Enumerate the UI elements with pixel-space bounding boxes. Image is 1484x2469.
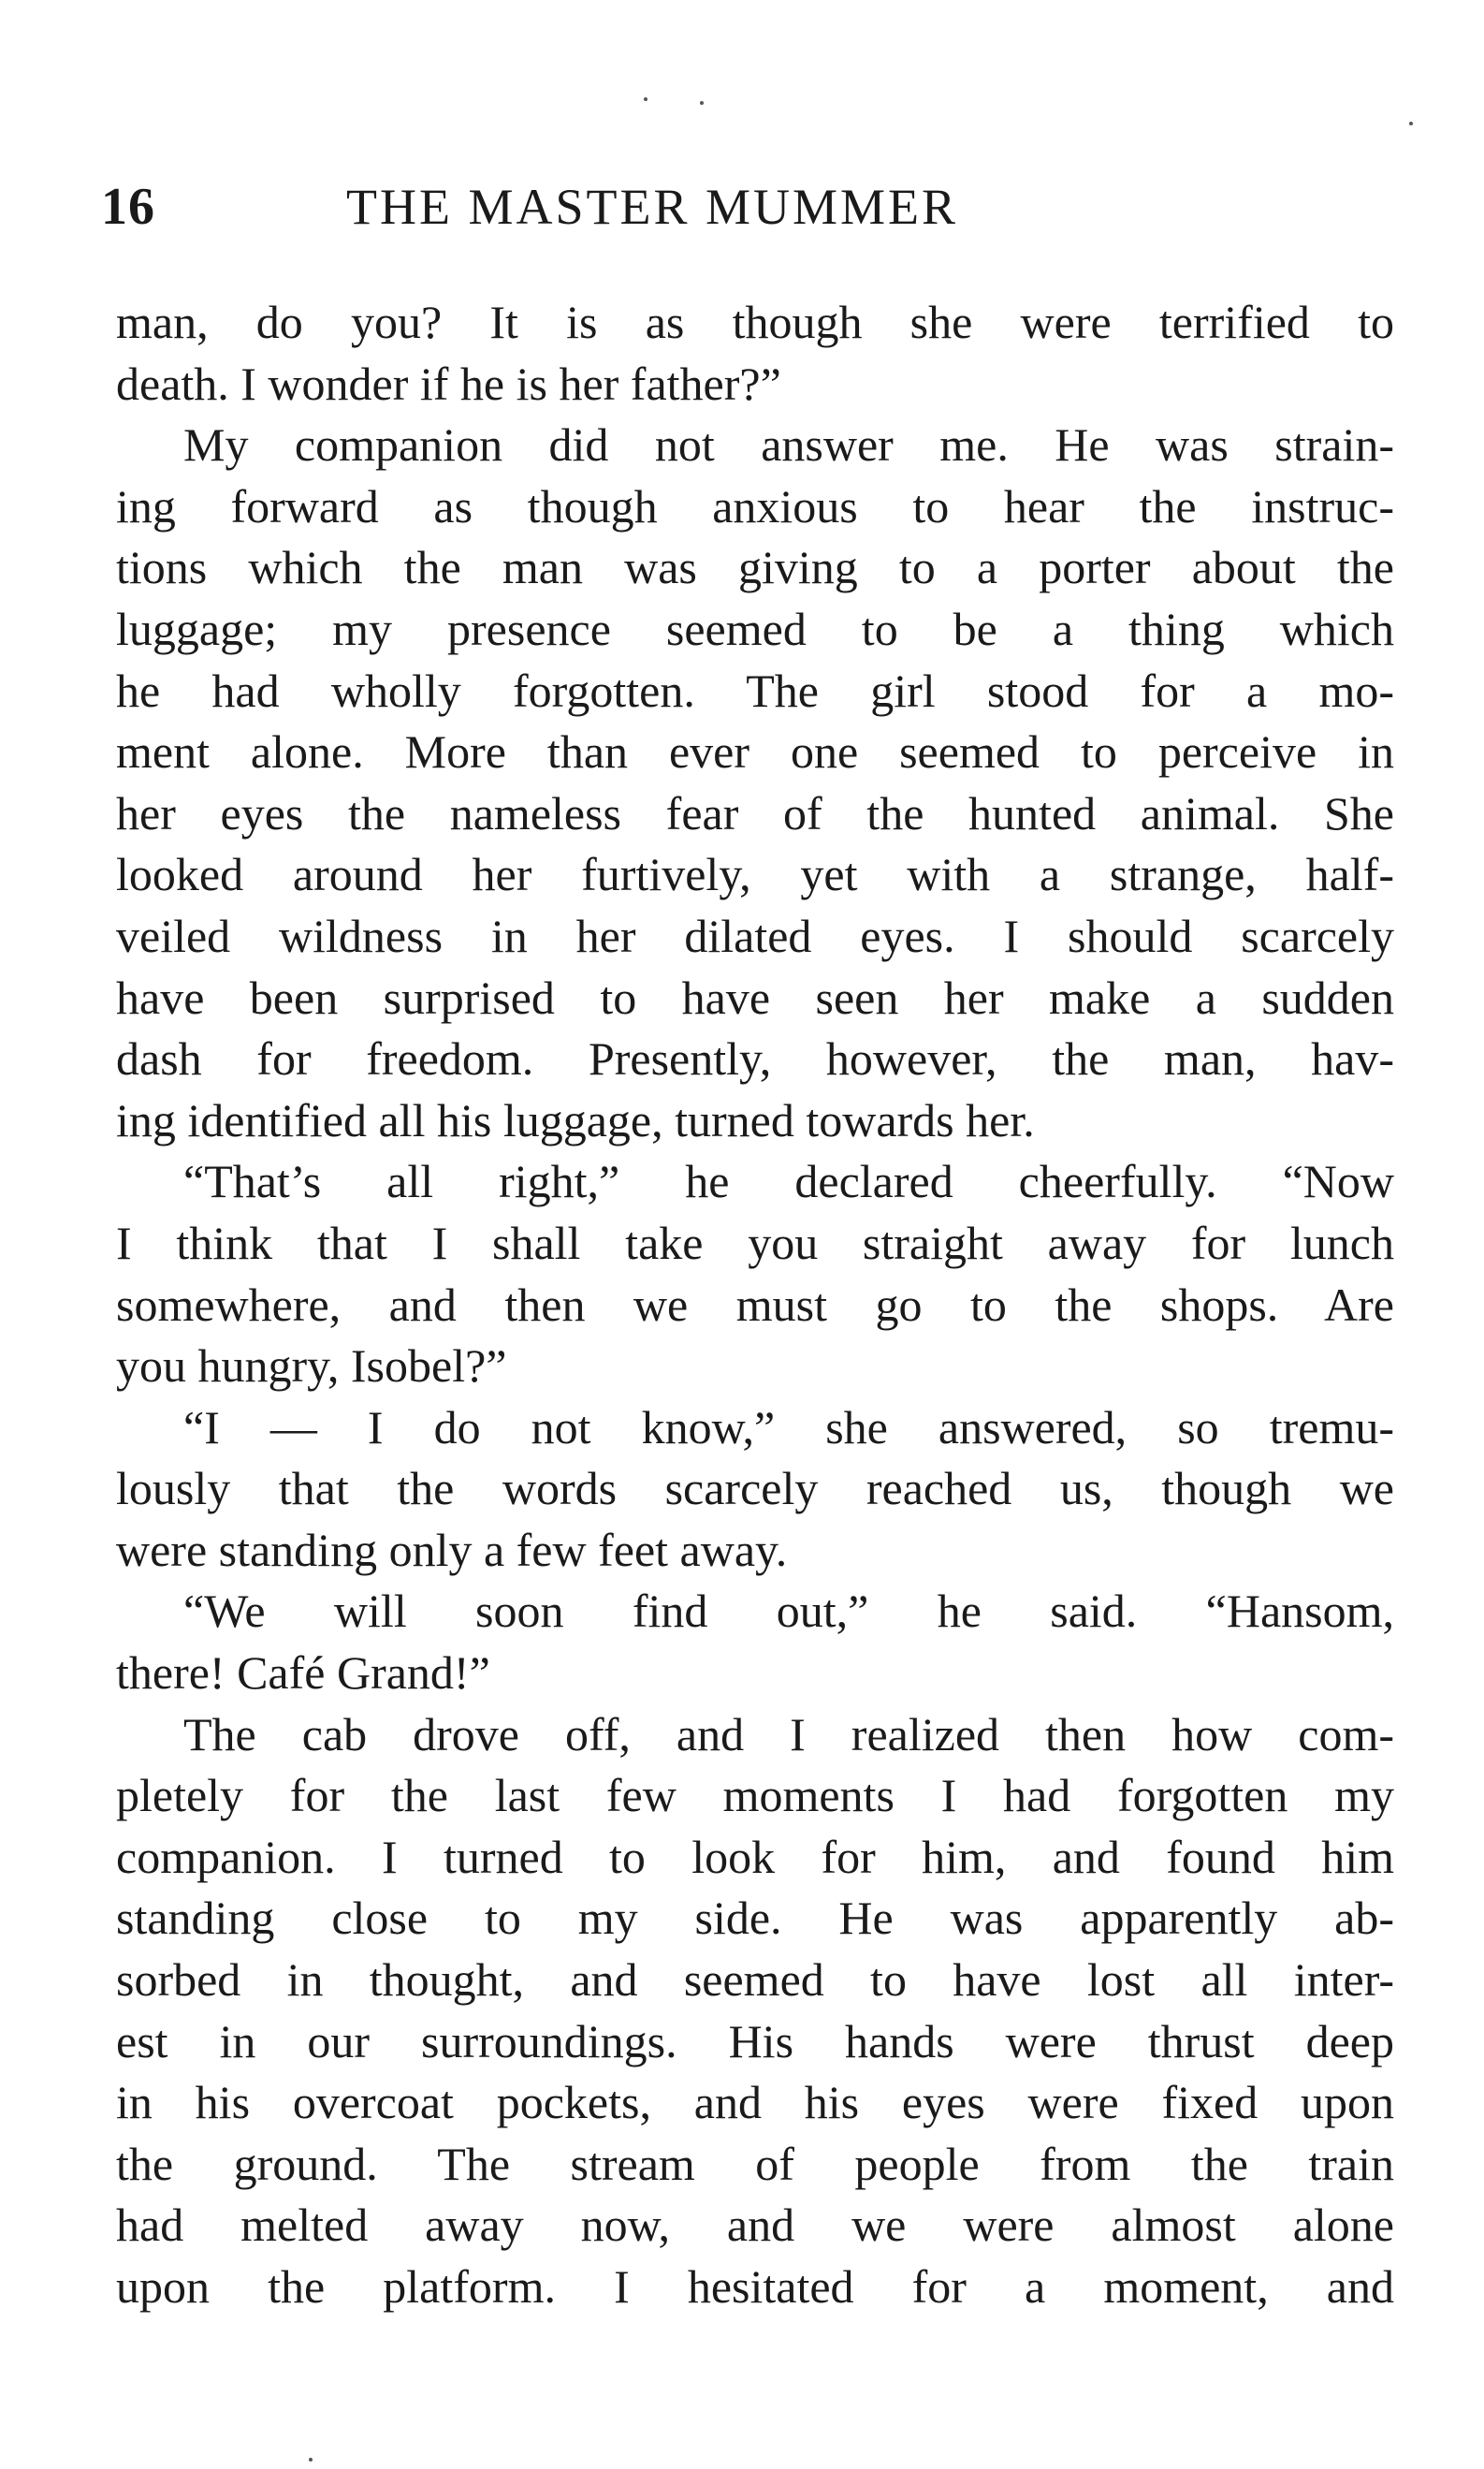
scan-speck xyxy=(644,97,647,101)
text-line: somewhere, and then we must go to the shops. Are xyxy=(116,1278,1394,1331)
text-line: have been surprised to have seen her make a sudden xyxy=(116,971,1394,1024)
text-line: veiled wildness in her dilated eyes. I should scarcely xyxy=(116,909,1394,962)
running-title: THE MASTER MUMMER xyxy=(346,179,959,235)
text-line: companion. I turned to look for him, and found him xyxy=(116,1830,1394,1883)
text-line: pletely for the last few moments I had forgotten my xyxy=(116,1769,1394,1822)
text-line: standing close to my side. He was apparently ab- xyxy=(116,1892,1394,1945)
text-line: looked around her furtively, yet with a strange, half- xyxy=(116,848,1394,901)
text-line: tions which the man was giving to a porter about the xyxy=(116,541,1394,594)
page-number: 16 xyxy=(101,178,155,236)
text-line: dash for freedom. Presently, however, the man, hav- xyxy=(116,1032,1394,1086)
text-line: upon the platform. I hesitated for a moment, and xyxy=(116,2260,1394,2313)
text-line: ing identified all his luggage, turned towards her. xyxy=(116,1093,1035,1147)
text-line: he had wholly forgotten. The girl stood for a mo- xyxy=(116,664,1394,717)
text-line: ment alone. More than ever one seemed to perceive in xyxy=(116,725,1394,779)
text-line: had melted away now, and we were almost alone xyxy=(116,2199,1394,2252)
text-line: her eyes the nameless fear of the hunted animal. She xyxy=(116,786,1394,840)
text-line: The cab drove off, and I realized then how com- xyxy=(183,1707,1394,1760)
text-line: were standing only a few feet away. xyxy=(116,1523,788,1576)
scan-speck xyxy=(700,101,704,105)
text-line: “I — I do not know,” she answered, so tremu- xyxy=(183,1400,1394,1454)
scan-speck xyxy=(1409,122,1413,125)
text-line: there! Café Grand!” xyxy=(116,1646,490,1700)
text-line: you hungry, Isobel?” xyxy=(116,1339,507,1393)
scan-speck xyxy=(309,2458,313,2462)
text-line: My companion did not answer me. He was strain- xyxy=(183,418,1394,472)
text-line: death. I wonder if he is her father?” xyxy=(116,357,781,410)
text-line: the ground. The stream of people from the train xyxy=(116,2137,1394,2190)
text-line: “We will soon find out,” he said. “Hansom, xyxy=(183,1585,1394,1638)
text-line: sorbed in thought, and seemed to have lost all inter- xyxy=(116,1953,1394,2007)
text-line: ing forward as though anxious to hear the instruc- xyxy=(116,479,1394,533)
text-line: lously that the words scarcely reached us, though we xyxy=(116,1462,1394,1515)
body-text xyxy=(116,292,1394,2318)
text-line: luggage; my presence seemed to be a thing which xyxy=(116,602,1394,655)
text-line: est in our surroundings. His hands were thrust deep xyxy=(116,2014,1394,2067)
text-line: “That’s all right,” he declared cheerfully. “Now xyxy=(183,1155,1394,1208)
page-header xyxy=(101,174,1394,240)
text-line: I think that I shall take you straight away for lunch xyxy=(116,1216,1394,1269)
text-line: in his overcoat pockets, and his eyes were fixed upon xyxy=(116,2076,1394,2129)
text-line: man, do you? It is as though she were terrified to xyxy=(116,296,1394,348)
